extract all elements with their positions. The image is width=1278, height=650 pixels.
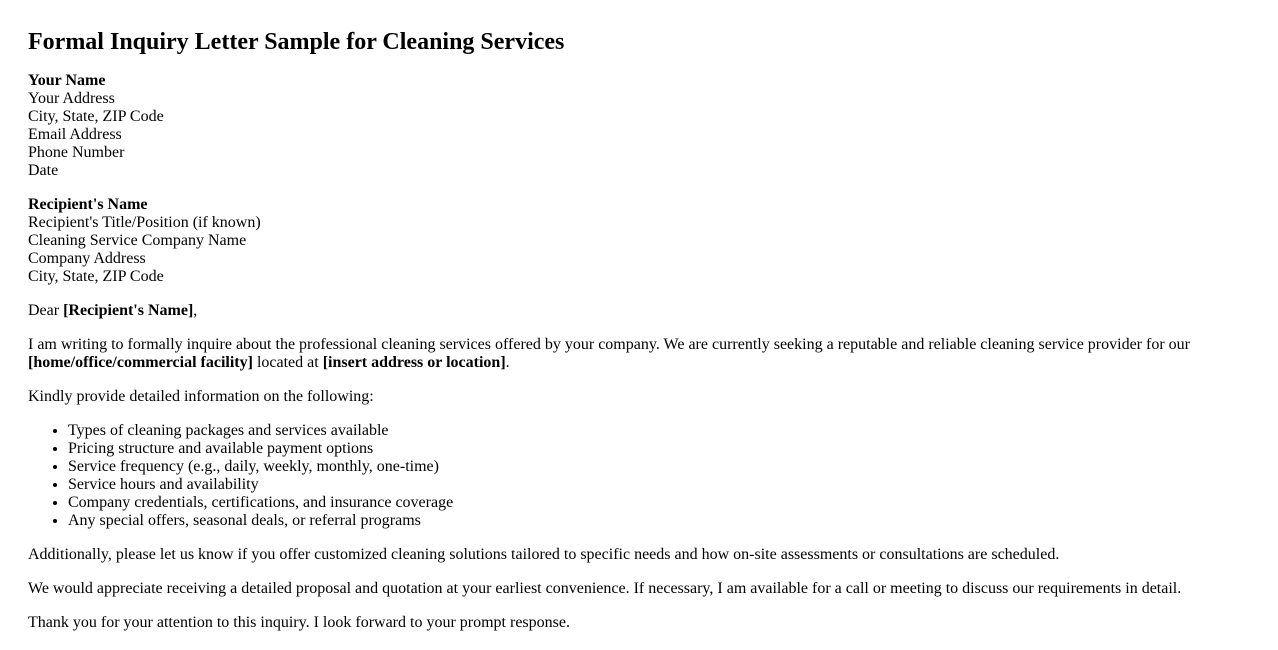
recipient-block [28, 196, 1258, 286]
list-item: • Service frequency (e.g., daily, weekly, monthly, one-time) [68, 458, 1258, 476]
intro-location: [insert address or location] [322, 354, 506, 371]
list-item: • Types of cleaning packages and services available [68, 422, 1258, 440]
salutation [28, 302, 1258, 320]
recipient-name: Recipient's Name [28, 196, 148, 213]
intro-text-3: . [505, 354, 510, 371]
intro-facility: [home/office/commercial facility] [28, 354, 253, 371]
sender-name: Your Name [28, 72, 106, 89]
sender-city-state-zip: City, State, ZIP Code [28, 108, 164, 125]
request-list [28, 422, 1258, 530]
sender-address: Your Address [28, 90, 115, 107]
sender-phone: Phone Number [28, 144, 125, 161]
recipient-city-state-zip: City, State, ZIP Code [28, 268, 164, 285]
intro-text-1: I am writing to formally inquire about the professional cleaning services offered by your company. We are currently seeking a reputable and reliable cleaning service provider for our [28, 336, 1190, 353]
sender-email: Email Address [28, 126, 122, 143]
salutation-suffix: , [193, 302, 198, 319]
salutation-name: [Recipient's Name] [63, 302, 194, 319]
closing-paragraph: Thank you for your attention to this inquiry. I look forward to your prompt response. [28, 614, 570, 631]
letter-document [28, 0, 1258, 632]
page-title: Formal Inquiry Letter Sample for Cleaning Services [28, 29, 565, 55]
sender-block [28, 72, 1258, 180]
list-item: • Any special offers, seasonal deals, or referral programs [68, 512, 1258, 530]
list-item: • Service hours and availability [68, 476, 1258, 494]
recipient-address: Company Address [28, 250, 146, 267]
salutation-prefix: Dear [28, 302, 64, 319]
recipient-company: Cleaning Service Company Name [28, 232, 247, 249]
intro-paragraph [28, 336, 1258, 372]
list-item: • Pricing structure and available payment options [68, 440, 1258, 458]
additional-paragraph: Additionally, please let us know if you offer customized cleaning solutions tailored to specific needs and how on-site assessments or consultations are scheduled. [28, 546, 1060, 563]
proposal-paragraph: We would appreciate receiving a detailed proposal and quotation at your earliest convenience. If necessary, I am available for a call or meeting to discuss our requirements in detail. [28, 580, 1182, 597]
recipient-title: Recipient's Title/Position (if known) [28, 214, 261, 231]
letter-date: Date [28, 162, 59, 179]
request-intro: Kindly provide detailed information on the following: [28, 388, 374, 405]
list-item: • Company credentials, certifications, and insurance coverage [68, 494, 1258, 512]
intro-text-2: located at [252, 354, 323, 371]
